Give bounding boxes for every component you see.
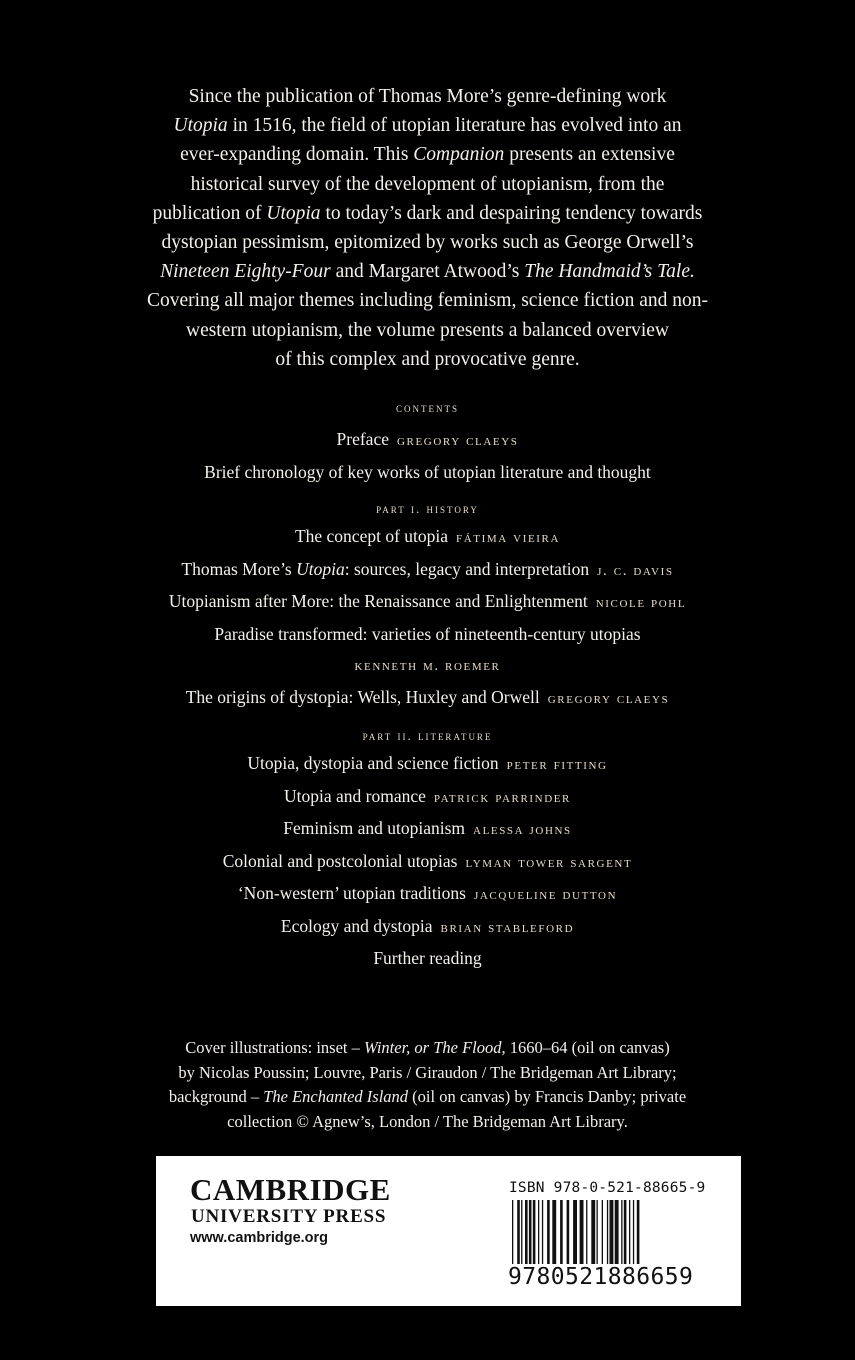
blurb-line [110,316,745,345]
contents-entry [0,682,855,715]
blurb-line [110,257,745,286]
contents-entry [0,813,855,846]
contents-heading: contents [396,400,459,415]
contents-entry [0,846,855,879]
credits-text: 1660–64 (oil on canvas) [505,1038,670,1057]
credits-text: (oil on canvas) by Francis Danby; private [408,1087,687,1106]
publisher-logo-name: CAMBRIDGE [190,1172,391,1207]
credits-italic: The Enchanted Island [263,1087,409,1106]
barcode-bar [533,1200,536,1270]
entry-author: lyman tower sargent [465,854,633,871]
credits-line [150,1036,705,1061]
cover-credits [150,1036,705,1134]
barcode-bar [542,1200,543,1270]
entry-author: fátima vieira [456,530,561,546]
blurb-text: Since the publication of Thomas More’s genre-defining work [188,86,667,107]
credits-text: by Nicolas Poussin; Louvre, Paris / Giraudon / The Bridgeman Art Library; [178,1062,677,1082]
contents-entry [0,586,855,619]
blurb-text: ever-expanding domain. This [180,144,414,166]
entry-title: Further reading [373,948,482,968]
entry-title: Thomas More’s [181,558,297,579]
barcode-bar [633,1200,634,1270]
barcode-bar [529,1200,532,1270]
barcode-bar [621,1200,622,1270]
barcode-bar [586,1200,587,1270]
isbn-label: ISBN 978-0-521-88665-9 [509,1180,706,1196]
blurb-italic: Nineteen Eighty-Four [160,261,331,283]
barcode-bar [547,1200,550,1270]
credits-text: background – [168,1087,264,1106]
contents-entry [0,457,855,488]
entry-title: Ecology and dystopia [280,915,433,936]
contents-entry [0,878,855,911]
entry-title: : sources, legacy and interpretation [344,558,590,579]
blurb-text: of this complex and provocative genre. [275,348,580,370]
blurb-line [110,345,745,374]
barcode-bar [607,1200,608,1270]
entry-title: ‘Non-western’ utopian traditions [237,883,466,903]
entry-title: The origins of dystopia: Wells, Huxley and Orwell [185,686,540,707]
barcode-bar [521,1200,522,1270]
entry-author: jacqueline dutton [473,887,618,903]
blurb-line [110,140,745,169]
barcode-bar [573,1200,577,1270]
blurb-line [110,199,745,228]
barcode-bar [615,1200,619,1270]
blurb-text: to today’s dark and despairing tendency towards [320,202,703,224]
barcode-bar [624,1200,627,1270]
part-heading: part i. history [376,501,479,516]
contents-entry [0,748,855,781]
barcode-bar [597,1200,598,1270]
blurb-italic: Utopia [173,115,228,137]
barcode-bar [567,1200,570,1270]
ean-number: 9780521886659 [508,1264,694,1290]
credits-line [150,1110,705,1135]
contents-entry [0,943,855,974]
blurb-text: and Margaret Atwood’s [330,261,525,283]
entry-author: j. c. davis [597,562,674,579]
entry-author: peter fitting [506,757,608,773]
publisher-panel [156,1156,741,1306]
blurb [110,82,745,374]
blurb-line [110,82,745,111]
contents-entry [0,781,855,814]
blurb-text: presents an extensive [504,144,675,166]
entry-title: Feminism and utopianism [283,818,466,838]
blurb-italic: Companion [413,144,505,166]
contents-entry [0,649,855,682]
contents-entry [0,424,855,457]
entry-title: Paradise transformed: varieties of nineteenth-century utopias [214,623,641,644]
barcode-bar [591,1200,595,1270]
entry-author: alessa johns [473,822,572,838]
credits-text: Cover illustrations: inset – [185,1038,365,1057]
entry-title: The concept of utopia [294,526,449,546]
entry-author: nicole pohl [595,595,687,611]
entry-author: patrick parrinder [433,789,571,806]
entry-title: Colonial and postcolonial utopias [222,850,458,871]
blurb-line [110,228,745,257]
blurb-text: publication of [152,202,267,224]
entry-title: Preface [336,429,389,449]
barcode-bar [610,1200,614,1270]
entry-author: brian stableford [440,919,575,936]
blurb-text: dystopian pessimism, epitomized by works such as George Orwell’s [161,232,694,254]
blurb-italic: Utopia [266,202,321,224]
contents-entry [0,619,855,650]
publisher-logo-subtitle: UNIVERSITY PRESS [191,1206,387,1227]
barcode-bar [552,1200,556,1270]
blurb-text: in 1516, the field of utopian literature has evolved into an [227,115,682,137]
blurb-italic: The Handmaid’s Tale. [524,261,695,283]
credits-text: collection © Agnew’s, London / The Bridgeman Art Library. [227,1111,628,1131]
contents-section [0,400,855,974]
entry-author: gregory claeys [547,690,670,707]
blurb-line [110,111,745,140]
contents-entry [0,554,855,587]
barcode-bar [538,1200,539,1270]
blurb-line [110,170,745,199]
credits-line [150,1061,705,1086]
barcode-bar [602,1200,603,1270]
entry-title: Brief chronology of key works of utopian literature and thought [204,461,651,482]
blurb-text: western utopianism, the volume presents a balanced overview [185,319,669,341]
barcode-bar [525,1200,528,1270]
barcode-bar [629,1200,630,1270]
credits-italic: Winter, or The Flood, [364,1038,506,1057]
contents-entry [0,911,855,944]
entry-title: Utopianism after More: the Renaissance and Enlightenment [168,591,588,611]
contents-entry [0,521,855,554]
publisher-url: www.cambridge.org [190,1230,329,1246]
entry-title-italic: Utopia [296,558,345,579]
entry-title: Utopia, dystopia and science fiction [247,753,499,773]
entry-author: kenneth m. roemer [354,658,501,674]
blurb-text: historical survey of the development of utopianism, from the [190,173,665,195]
credits-line [150,1085,705,1110]
part-heading: part ii. literature [362,728,493,743]
entry-title: Utopia and romance [283,785,426,806]
barcode-bar [560,1200,563,1270]
blurb-line [110,286,745,315]
blurb-text: Covering all major themes including feminism, science fiction and non- [146,290,709,312]
entry-author: gregory claeys [396,433,519,449]
